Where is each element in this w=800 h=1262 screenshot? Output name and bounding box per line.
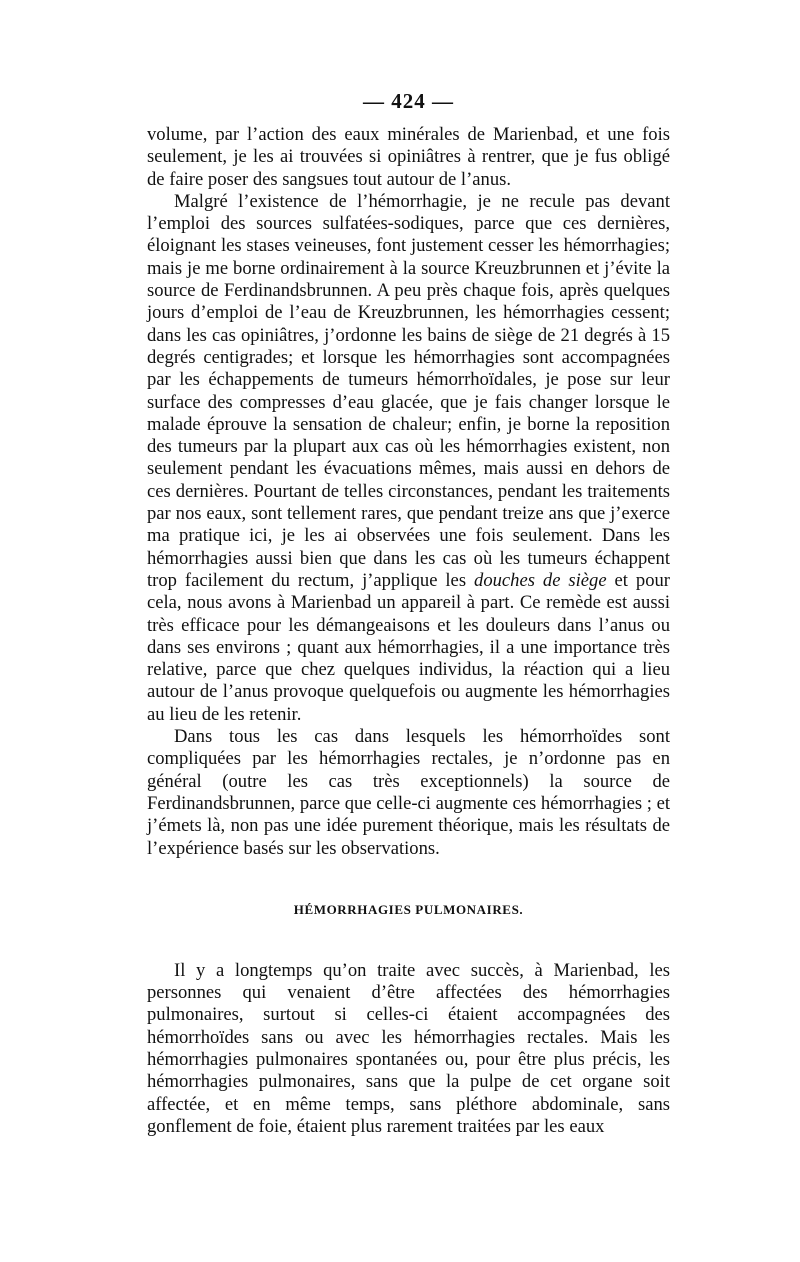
italic-term: douches de siège	[474, 569, 607, 591]
page-number: — 424 —	[363, 89, 454, 113]
paragraph-rectal-hemorrhages: Dans tous les cas dans lesquels les hémorrhoïdes sont compliquées par les hémorrhagies rectales, je n’ordonne pas en général (outre les cas très exceptionnels) la source de Ferdinandsbrunnen, parce que celle-ci augmente ces hémorrhagies ; et j’émets là, non pas une idée purement théorique, mais les résultats de l’expérience basés sur les observations.	[147, 726, 670, 859]
book-page	[147, 88, 670, 1138]
paragraph-continuation: volume, par l’action des eaux minérales de Marienbad, et une fois seulement, je les ai trouvées si opiniâtres à rentrer, que je fus obligé de faire poser des sangsues tout autour de l’anus.	[147, 124, 670, 190]
paragraph-hemorrhage-treatment	[147, 191, 670, 726]
paragraph-text: et pour cela, nous avons à Marienbad un appareil à part. Ce remède est aussi très efficace pour les démangeaisons et les douleurs dans l’anus ou dans ses environs ; quant aux hémorrhagies, il a une importance très relative, parce que chez quelques individus, la réaction qui a lieu autour de l’anus provoque quelquefois ou augmente les hémorrhagies au lieu de les retenir.	[147, 569, 670, 725]
section-title: HÉMORRHAGIES PULMONAIRES.	[293, 901, 524, 917]
paragraph-text: Malgré l’existence de l’hémorrhagie, je ne recule pas devant l’emploi des sources sulfatées-sodiques, parce que ces dernières, éloignant les stases veineuses, font justement cesser les hémorrhagies; mais je me borne ordinairement à la source Kreuzbrunnen et j’évite la source de Ferdinandsbrunnen. A peu près chaque fois, après quelques jours d’emploi de l’eau de Kreuzbrunnen, les hémorrhagies cessent; dans les cas opiniâtres, j’ordonne les bains de siège de 21 degrés à 15 degrés centigrades; et lorsque les hémorrhagies sont accompagnées par les échappements de tumeurs hémorrhoïdales, je pose sur leur surface des compresses d’eau glacée, que je fais changer lorsque le malade éprouve la sensation de chaleur; enfin, je borne la reposition des tumeurs par la plupart aux cas où les hémorrhagies existent, non seulement pendant les évacuations mêmes, mais aussi en dehors de ces dernières. Pourtant de telles circonstances, pendant les traitements par nos eaux, sont tellement rares, que pendant treize ans que j’exerce ma pratique ici, je les ai observées une fois seulement. Dans les hémorrhagies aussi bien que dans les cas où les tumeurs échappent trop facilement du rectum, j’applique les	[147, 190, 670, 591]
paragraph-pulmonary-hemorrhages: Il y a longtemps qu’on traite avec succès, à Marienbad, les personnes qui venaient d’être affectées des hémorrhagies pulmonaires, surtout si celles-ci étaient accompagnées des hémorrhoïdes sans ou avec les hémorrhagies rectales. Mais les hémorrhagies pulmonaires spontanées ou, pour être plus précis, les hémorrhagies pulmonaires, sans que la pulpe de cet organe soit affectée, et en même temps, sans pléthore abdominale, sans gonflement de foie, étaient plus rarement traitées par les eaux	[147, 959, 670, 1137]
